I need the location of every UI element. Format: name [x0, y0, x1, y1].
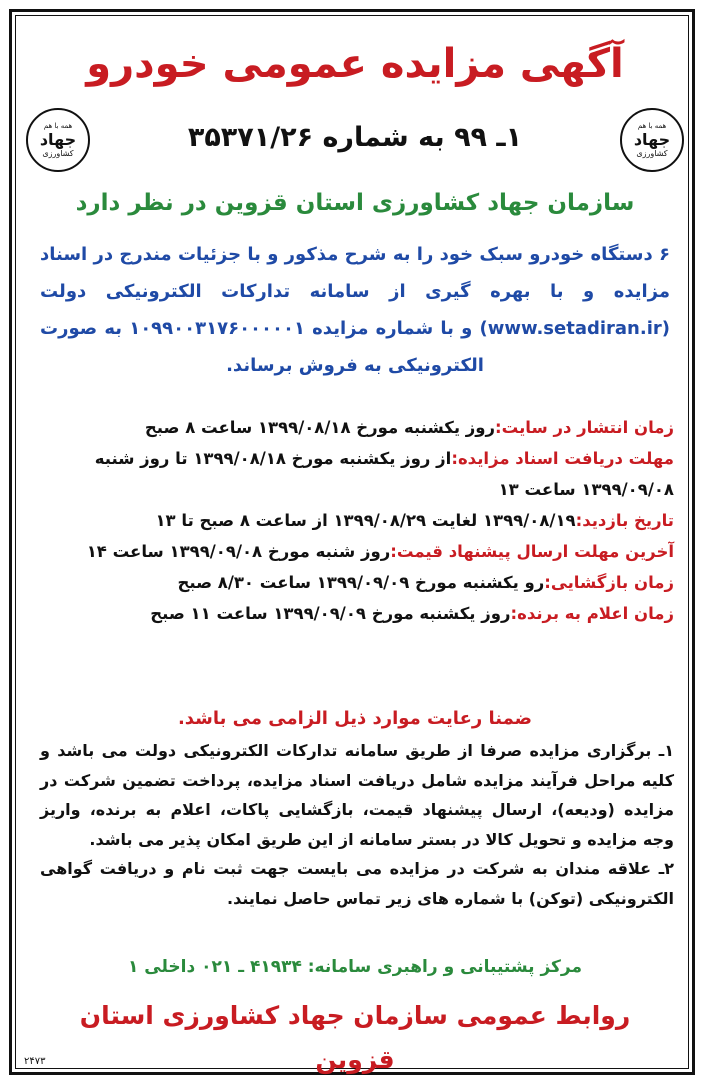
schedule-row: [36, 567, 674, 598]
jahad-logo-icon: [26, 108, 90, 172]
schedule-list: [36, 412, 674, 629]
schedule-row: [36, 598, 674, 629]
schedule-label: زمان بازگشایی:: [544, 573, 674, 592]
public-relations-footer: روابط عمومی سازمان جهاد کشاورزی استان قزوین: [79, 1001, 631, 1074]
requirements-note: ضمنا رعایت موارد ذیل الزامی می باشد.: [177, 708, 533, 729]
schedule-value: روز شنبه مورخ ۱۳۹۹/۰۹/۰۸ ساعت ۱۴: [86, 542, 391, 561]
schedule-row: [36, 536, 674, 567]
notice-title: آگهی مزایده عمومی خودرو: [86, 41, 624, 87]
logo-bottom-text: کشاورزی: [42, 148, 74, 158]
schedule-value: روز یکشنبه مورخ ۱۳۹۹/۰۸/۱۸ ساعت ۸ صبح: [144, 418, 496, 437]
schedule-label: آخرین مهلت ارسال پیشنهاد قیمت:: [390, 542, 674, 561]
logo-bottom-text: کشاورزی: [636, 148, 668, 158]
logo-top-text: همه با هم: [637, 121, 667, 130]
requirement-item: ۱ـ برگزاری مزایده صرفا از طریق سامانه تدارکات الکترونیکی دولت می باشد و کلیه مراحل فرآیند مزایده شامل دریافت اسناد مزایده، پرداخت تضمین شرکت در مزایده (ودیعه)، ارسال پیشنهاد قیمت، بازگشایی پاکات، اعلام به برنده، واریز وجه مزایده و تحویل کالا در بستر سامانه از این طریق امکان پذیر می باشد.: [40, 741, 674, 849]
schedule-label: زمان انتشار در سایت:: [495, 418, 674, 437]
auction-number: ۱ـ ۹۹ به شماره ۳۵۳۷۱/۲۶: [187, 122, 523, 153]
schedule-value: روز یکشنبه مورخ ۱۳۹۹/۰۹/۰۹ ساعت ۱۱ صبح: [150, 604, 511, 623]
schedule-value: رو یکشنبه مورخ ۱۳۹۹/۰۹/۰۹ ساعت ۸/۳۰ صبح: [177, 573, 545, 592]
schedule-value: ۱۳۹۹/۰۸/۱۹ لغایت ۱۳۹۹/۰۸/۲۹ از ساعت ۸ صبح تا ۱۳: [155, 511, 576, 530]
requirements-list: [40, 736, 674, 913]
notice-code: ۲۴۷۳: [24, 1056, 46, 1067]
logo-top-text: همه با هم: [43, 121, 73, 130]
requirement-item: ۲ـ علاقه مندان به شرکت در مزایده می بایست جهت ثبت نام و دریافت گواهی الکترونیکی (توکن) با شماره های زیر تماس حاصل نمایند.: [40, 859, 674, 908]
schedule-label: زمان اعلام به برنده:: [510, 604, 674, 623]
schedule-value: از روز یکشنبه مورخ ۱۳۹۹/۰۸/۱۸ تا روز شنبه ۱۳۹۹/۰۹/۰۸ ساعت ۱۳: [94, 449, 674, 499]
jahad-logo-icon: [620, 108, 684, 172]
support-center-line: مرکز پشتیبانی و راهبری سامانه: ۴۱۹۳۴ ـ ۰۲۱ داخلی ۱: [127, 957, 583, 977]
logo-middle-text: جهاد: [633, 129, 671, 149]
schedule-label: مهلت دریافت اسناد مزایده:: [451, 449, 674, 468]
description-paragraph: ۶ دستگاه خودرو سبک خود را به شرح مذکور و با جزئیات مندرج در اسناد مزایده و با بهره گیری از سامانه تدارکات الکترونیکی دولت (www.setadiran.ir) و با شماره مزایده ۱۰۹۹۰۰۳۱۷۶۰۰۰۰۰۱ به صورت الکترونیکی به فروش برساند.: [40, 244, 670, 376]
schedule-row: [36, 443, 674, 505]
organization-line: سازمان جهاد کشاورزی استان قزوین در نظر دارد: [75, 190, 635, 216]
schedule-row: [36, 505, 674, 536]
schedule-row: [36, 412, 674, 443]
logo-middle-text: جهاد: [39, 129, 77, 149]
schedule-label: تاریخ بازدید:: [575, 511, 674, 530]
